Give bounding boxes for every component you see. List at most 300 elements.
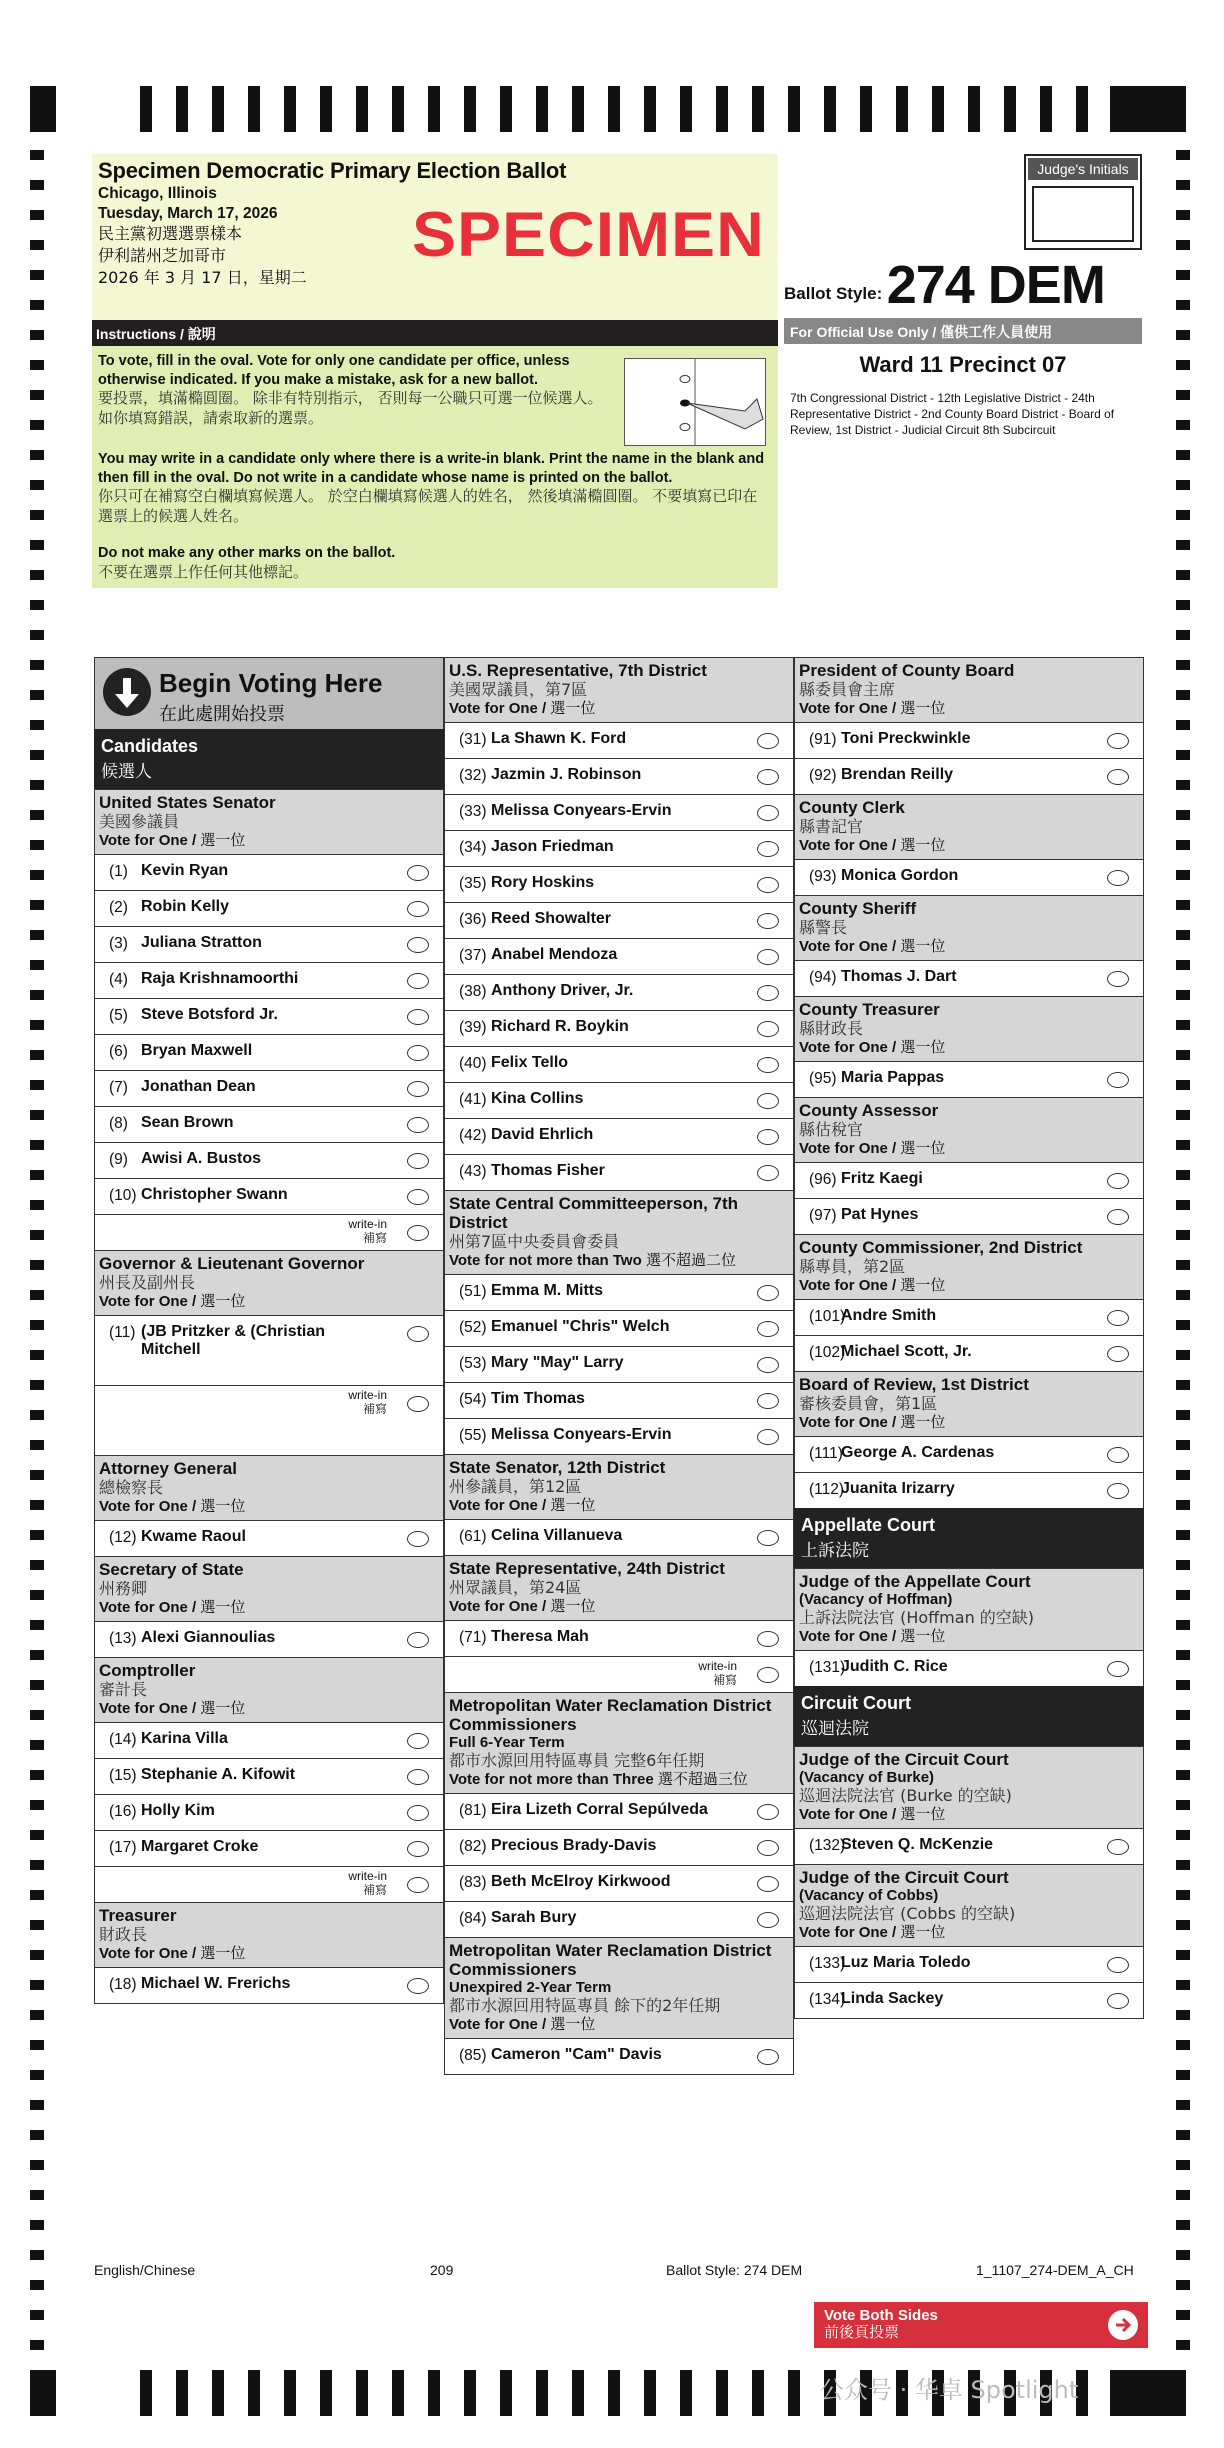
timing-mark: [1176, 2250, 1190, 2260]
vote-oval[interactable]: [407, 901, 429, 917]
candidate-row[interactable]: [94, 1070, 444, 1106]
vote-oval[interactable]: [757, 2049, 779, 2065]
candidate-row[interactable]: [444, 902, 794, 938]
write-in-oval[interactable]: [757, 1667, 779, 1683]
timing-mark: [788, 2370, 800, 2416]
candidate-number: (101): [809, 1308, 846, 1325]
candidate-row[interactable]: [794, 758, 1144, 794]
timing-mark: [1176, 960, 1190, 970]
candidate-row[interactable]: [794, 1299, 1144, 1335]
candidate-row[interactable]: [444, 938, 794, 974]
vote-oval[interactable]: [757, 1530, 779, 1546]
timing-mark: [1176, 1770, 1190, 1780]
candidate-name: Margaret Croke: [141, 1838, 259, 1855]
candidate-row[interactable]: [794, 1436, 1144, 1472]
contest-header: [94, 1455, 444, 1520]
vote-instruction-zh: 選一位: [900, 1276, 946, 1294]
write-in-label: [348, 1217, 387, 1245]
vote-oval[interactable]: [757, 1129, 779, 1145]
timing-mark: [30, 1080, 44, 1090]
contest-header: [794, 794, 1144, 859]
timing-mark: [1176, 720, 1190, 730]
candidate-row[interactable]: [444, 1418, 794, 1454]
candidate-name: Alexi Giannoulias: [141, 1629, 276, 1646]
vote-oval[interactable]: [1107, 1209, 1129, 1225]
contest-header: [444, 1692, 794, 1793]
vote-oval[interactable]: [1107, 1173, 1129, 1189]
contest-title-zh: 州第7區中央委員會委員: [449, 1232, 620, 1251]
candidate-row[interactable]: [94, 1967, 444, 2003]
vote-oval[interactable]: [757, 1912, 779, 1928]
candidate-name: Thomas Fisher: [491, 1162, 605, 1179]
timing-mark: [248, 2370, 260, 2416]
vote-instruction: [799, 1276, 1139, 1295]
candidate-name: Linda Sackey: [841, 1990, 944, 2007]
timing-mark: [500, 86, 512, 132]
candidate-row[interactable]: [444, 722, 794, 758]
candidate-row[interactable]: [94, 890, 444, 926]
candidate-row[interactable]: [94, 998, 444, 1034]
candidate-row[interactable]: [444, 1382, 794, 1418]
candidate-row[interactable]: [794, 859, 1144, 895]
vote-oval[interactable]: [407, 1326, 429, 1342]
candidate-name: Andre Smith: [841, 1307, 937, 1324]
candidate-row[interactable]: [94, 1621, 444, 1657]
vote-instruction-en: Vote for One /: [449, 2016, 547, 2033]
write-in-row[interactable]: [94, 1866, 444, 1902]
candidate-number: (54): [459, 1391, 487, 1408]
timing-mark: [1176, 510, 1190, 520]
vote-oval[interactable]: [1107, 1447, 1129, 1463]
contest-header: [94, 1902, 444, 1967]
timing-mark: [716, 86, 728, 132]
timing-mark: [608, 86, 620, 132]
vote-oval[interactable]: [1107, 1483, 1129, 1499]
candidate-name: Brendan Reilly: [841, 766, 954, 783]
vote-oval[interactable]: [1107, 870, 1129, 886]
vote-oval[interactable]: [757, 841, 779, 857]
vote-oval[interactable]: [407, 1769, 429, 1785]
candidate-row[interactable]: [794, 1828, 1144, 1864]
vote-oval[interactable]: [407, 1805, 429, 1821]
candidate-number: (95): [809, 1070, 837, 1087]
timing-mark: [30, 1530, 44, 1540]
timing-mark: [1176, 1050, 1190, 1060]
vote-instruction-en: Vote for One /: [99, 1599, 197, 1616]
vote-oval[interactable]: [407, 865, 429, 881]
timing-mark: [1176, 1110, 1190, 1120]
court-header: [794, 1686, 1144, 1746]
vote-instruction: [449, 1770, 789, 1789]
candidate-row[interactable]: [794, 1198, 1144, 1234]
vote-oval[interactable]: [407, 937, 429, 953]
timing-mark: [30, 2280, 44, 2290]
candidate-number: (1): [109, 863, 128, 880]
vote-oval[interactable]: [407, 1009, 429, 1025]
contest-header: [794, 1864, 1144, 1946]
vote-oval[interactable]: [1107, 1661, 1129, 1677]
vote-oval[interactable]: [407, 973, 429, 989]
candidate-row[interactable]: [94, 962, 444, 998]
timing-mark: [1176, 240, 1190, 250]
vote-oval[interactable]: [407, 1045, 429, 1061]
candidate-name: Michael Scott, Jr.: [841, 1343, 972, 1360]
timing-mark: [1176, 2130, 1190, 2140]
vote-oval[interactable]: [757, 805, 779, 821]
candidate-number: (35): [459, 875, 487, 892]
candidate-row[interactable]: [794, 1982, 1144, 2018]
candidate-number: (13): [109, 1630, 137, 1647]
candidate-name: Melissa Conyears-Ervin: [491, 1426, 672, 1443]
candidate-name: Precious Brady-Davis: [491, 1837, 657, 1854]
instruction-3: Do not make any other marks on the ballot. 不要在選票上作任何其他標記。: [98, 545, 396, 581]
timing-mark: [212, 2370, 224, 2416]
timing-mark: [1176, 600, 1190, 610]
candidate-row[interactable]: [794, 1946, 1144, 1982]
candidate-row[interactable]: [94, 1722, 444, 1758]
candidate-row[interactable]: [94, 854, 444, 890]
candidate-row[interactable]: [444, 1310, 794, 1346]
contest-title: Judge of the Circuit Court: [799, 1750, 1009, 1769]
candidate-name: La Shawn K. Ford: [491, 730, 627, 747]
timing-mark: [428, 86, 440, 132]
write-in-label-en: write-in: [348, 1217, 387, 1231]
vote-instruction: [799, 1038, 1139, 1057]
candidate-number: (7): [109, 1079, 128, 1096]
candidate-number: (96): [809, 1171, 837, 1188]
candidate-row[interactable]: [94, 926, 444, 962]
contest-subtitle: Full 6-Year Term: [449, 1734, 565, 1751]
timing-mark: [644, 86, 656, 132]
court-header: [794, 1508, 1144, 1568]
timing-mark: [1176, 930, 1190, 940]
vote-oval[interactable]: [757, 1804, 779, 1820]
vote-oval[interactable]: [1107, 1957, 1129, 1973]
candidate-row[interactable]: [94, 1034, 444, 1070]
vote-instruction-en: Vote for One /: [799, 837, 897, 854]
down-arrow-icon: [103, 668, 151, 716]
timing-mark: [1040, 86, 1052, 132]
timing-mark: [30, 480, 44, 490]
vote-instruction-en: Vote for One /: [799, 1628, 897, 1645]
vote-oval[interactable]: [757, 1093, 779, 1109]
vote-oval[interactable]: [1107, 1072, 1129, 1088]
candidate-row[interactable]: [94, 1315, 444, 1385]
contest-title: County Assessor: [799, 1101, 939, 1120]
vote-instruction: [99, 1944, 439, 1963]
candidate-row[interactable]: [444, 1010, 794, 1046]
timing-mark: [30, 1200, 44, 1210]
timing-mark: [1176, 900, 1190, 910]
candidate-row[interactable]: [94, 1142, 444, 1178]
contest-header: [444, 657, 794, 722]
vote-instruction-zh: 選一位: [900, 1923, 946, 1941]
vote-oval[interactable]: [407, 1117, 429, 1133]
timing-mark: [392, 2370, 404, 2416]
candidate-name: Melissa Conyears-Ervin: [491, 802, 672, 819]
candidate-name: Reed Showalter: [491, 910, 612, 927]
candidate-row[interactable]: [794, 1335, 1144, 1371]
timing-mark: [1176, 1620, 1190, 1630]
candidate-number: (85): [459, 2047, 487, 2064]
contest-title-zh: 美國參議員: [99, 812, 180, 831]
timing-mark: [1176, 1080, 1190, 1090]
vote-instruction-en: Vote for One /: [99, 1700, 197, 1717]
write-in-row[interactable]: [94, 1214, 444, 1250]
vote-oval[interactable]: [757, 1165, 779, 1181]
vote-oval[interactable]: [757, 1057, 779, 1073]
timing-mark: [824, 86, 836, 132]
timing-mark: [30, 1410, 44, 1420]
vote-oval[interactable]: [757, 877, 779, 893]
turn-over-arrow-icon: [1108, 2310, 1138, 2340]
column-end: [444, 2074, 794, 2075]
vote-oval[interactable]: [1107, 1310, 1129, 1326]
candidate-row[interactable]: [794, 722, 1144, 758]
candidate-name: Luz Maria Toledo: [841, 1954, 971, 1971]
timing-mark: [1176, 750, 1190, 760]
vote-oval[interactable]: [407, 1978, 429, 1994]
column-end: [794, 2018, 1144, 2019]
candidate-row[interactable]: [444, 794, 794, 830]
timing-mark: [30, 1380, 44, 1390]
page-number: 1 / 1: [1142, 2402, 1174, 2419]
vote-oval[interactable]: [407, 1153, 429, 1169]
footer-page-code: 209: [430, 2262, 454, 2278]
candidate-row[interactable]: [444, 830, 794, 866]
candidate-row[interactable]: [794, 1061, 1144, 1097]
candidate-row[interactable]: [94, 1758, 444, 1794]
write-in-oval[interactable]: [407, 1877, 429, 1893]
candidate-name: Holly Kim: [141, 1802, 215, 1819]
candidate-number: (55): [459, 1427, 487, 1444]
candidate-row[interactable]: [94, 1178, 444, 1214]
candidate-row[interactable]: [94, 1830, 444, 1866]
contest-title-zh: 美國眾議員，第7區: [449, 680, 588, 699]
candidate-row[interactable]: [444, 2038, 794, 2074]
timing-mark: [30, 510, 44, 520]
vote-oval[interactable]: [757, 1357, 779, 1373]
candidate-row[interactable]: [444, 1046, 794, 1082]
judges-initials-box[interactable]: [1024, 154, 1142, 250]
candidate-name: (JB Pritzker & (Christian Mitchell: [141, 1323, 326, 1358]
vote-both-sides-banner: [814, 2302, 1148, 2348]
candidate-row[interactable]: [444, 1793, 794, 1829]
judges-initials-field[interactable]: [1032, 186, 1134, 242]
candidate-row[interactable]: [444, 1829, 794, 1865]
candidate-number: (134): [809, 1991, 846, 2008]
candidate-number: (102): [809, 1344, 846, 1361]
candidate-row[interactable]: [444, 758, 794, 794]
vote-oval[interactable]: [757, 913, 779, 929]
write-in-row[interactable]: [94, 1385, 444, 1455]
candidate-row[interactable]: [794, 1162, 1144, 1198]
vote-oval[interactable]: [757, 1876, 779, 1892]
candidate-row[interactable]: [444, 1274, 794, 1310]
timing-mark: [30, 420, 44, 430]
candidate-number: (5): [109, 1007, 128, 1024]
candidate-row[interactable]: [444, 1118, 794, 1154]
candidate-row[interactable]: [794, 1472, 1144, 1508]
ballot-style-label: Ballot Style:: [784, 284, 883, 303]
timing-mark: [1176, 870, 1190, 880]
timing-mark: [1176, 1650, 1190, 1660]
write-in-label-zh: 補寫: [362, 1402, 387, 1416]
candidate-name: Stephanie A. Kifowit: [141, 1766, 296, 1783]
timing-mark: [1176, 1800, 1190, 1810]
contest-header: [94, 789, 444, 854]
write-in-label: [348, 1869, 387, 1897]
vote-instruction-zh: 選不超過三位: [657, 1770, 748, 1788]
candidate-row[interactable]: [94, 1794, 444, 1830]
vote-instruction-zh: 選一位: [900, 1413, 946, 1431]
timing-mark: [30, 780, 44, 790]
timing-mark: [1176, 1230, 1190, 1240]
write-in-oval[interactable]: [407, 1225, 429, 1241]
vote-instruction: [99, 1497, 439, 1516]
timing-mark: [30, 1140, 44, 1150]
candidate-row[interactable]: [94, 1520, 444, 1556]
vote-oval[interactable]: [407, 1632, 429, 1648]
contest-title-zh: 都市水源回用特區專員 完整6年任期: [449, 1751, 705, 1770]
contest-title: Secretary of State: [99, 1560, 244, 1579]
candidate-row[interactable]: [444, 866, 794, 902]
write-in-label-en: write-in: [348, 1869, 387, 1883]
vote-oval[interactable]: [757, 1393, 779, 1409]
candidate-name: Steven Q. McKenzie: [841, 1836, 994, 1853]
timing-mark: [1176, 1170, 1190, 1180]
timing-mark: [1176, 1410, 1190, 1420]
candidate-number: (38): [459, 983, 487, 1000]
write-in-oval[interactable]: [407, 1396, 429, 1412]
court-title: Appellate Court: [801, 1515, 936, 1535]
vote-oval[interactable]: [407, 1531, 429, 1547]
timing-mark: [30, 900, 44, 910]
write-in-row[interactable]: [444, 1656, 794, 1692]
timing-mark: [30, 1770, 44, 1780]
column-end: [94, 2003, 444, 2004]
candidate-row[interactable]: [444, 1346, 794, 1382]
contest-title: Treasurer: [99, 1906, 177, 1925]
candidate-name: Jason Friedman: [491, 838, 614, 855]
candidate-name: Raja Krishnamoorthi: [141, 970, 299, 987]
timing-mark: [1176, 840, 1190, 850]
candidate-row[interactable]: [794, 960, 1144, 996]
candidate-number: (91): [809, 731, 837, 748]
vote-oval[interactable]: [1107, 1993, 1129, 2009]
vote-oval[interactable]: [757, 1840, 779, 1856]
vote-oval[interactable]: [757, 1429, 779, 1445]
candidate-number: (83): [459, 1874, 487, 1891]
timing-mark: [30, 1230, 44, 1240]
timing-mark: [30, 990, 44, 1000]
vote-oval[interactable]: [1107, 1839, 1129, 1855]
contest-title-zh: 州眾議員，第24區: [449, 1578, 582, 1597]
vote-oval[interactable]: [757, 949, 779, 965]
candidate-number: (36): [459, 911, 487, 928]
timing-mark: [572, 2370, 584, 2416]
vote-oval[interactable]: [757, 985, 779, 1001]
timing-mark: [464, 2370, 476, 2416]
vote-oval[interactable]: [757, 769, 779, 785]
vote-oval[interactable]: [757, 1285, 779, 1301]
candidate-row[interactable]: [794, 1650, 1144, 1686]
vote-oval[interactable]: [757, 1631, 779, 1647]
timing-mark: [1176, 540, 1190, 550]
candidate-number: (52): [459, 1319, 487, 1336]
candidate-name: Felix Tello: [491, 1054, 569, 1071]
official-use-bar: For Official Use Only / 僅供工作人員使用: [784, 318, 1142, 344]
vote-oval[interactable]: [1107, 971, 1129, 987]
candidate-row[interactable]: [444, 1901, 794, 1937]
contest-header: [94, 1657, 444, 1722]
vote-oval[interactable]: [407, 1189, 429, 1205]
timing-mark: [30, 1710, 44, 1720]
vote-instruction: [799, 1923, 1139, 1942]
vote-oval[interactable]: [757, 1321, 779, 1337]
timing-mark: [752, 86, 764, 132]
ballot-city-zh: 伊利諾州芝加哥市: [98, 246, 227, 265]
timing-mark: [1176, 1200, 1190, 1210]
candidate-row[interactable]: [444, 974, 794, 1010]
vote-instruction: [799, 836, 1139, 855]
timing-mark: [30, 150, 44, 160]
timing-mark: [30, 960, 44, 970]
candidate-row[interactable]: [444, 1154, 794, 1190]
contest-header: [444, 1555, 794, 1620]
contest-title-zh: 巡迴法院法官 (Burke 的空缺): [799, 1786, 1012, 1805]
candidate-row[interactable]: [444, 1519, 794, 1555]
vote-oval[interactable]: [407, 1733, 429, 1749]
timing-mark: [716, 2370, 728, 2416]
vote-instruction-zh: 選一位: [900, 699, 946, 717]
candidate-row[interactable]: [444, 1620, 794, 1656]
timing-mark: [30, 660, 44, 670]
candidate-number: (16): [109, 1803, 137, 1820]
vote-instruction: [449, 2015, 789, 2034]
candidate-row[interactable]: [444, 1865, 794, 1901]
candidate-name: Kevin Ryan: [141, 862, 229, 879]
candidate-number: (81): [459, 1802, 487, 1819]
candidate-number: (39): [459, 1019, 487, 1036]
vote-oval[interactable]: [757, 733, 779, 749]
contest-title: Metropolitan Water Reclamation District Commissioners: [449, 1696, 772, 1734]
timing-mark: [1176, 810, 1190, 820]
vote-oval[interactable]: [1107, 733, 1129, 749]
candidate-number: (131): [809, 1659, 846, 1676]
candidate-number: (31): [459, 731, 487, 748]
timing-mark: [1176, 300, 1190, 310]
contest-title: President of County Board: [799, 661, 1015, 680]
vote-instruction-zh: 選一位: [900, 1805, 946, 1823]
candidate-row[interactable]: [444, 1082, 794, 1118]
candidate-row[interactable]: [94, 1106, 444, 1142]
candidate-number: (112): [809, 1481, 845, 1498]
candidate-name: Bryan Maxwell: [141, 1042, 253, 1059]
vote-oval[interactable]: [1107, 769, 1129, 785]
timing-mark: [536, 86, 548, 132]
contest-title: County Commissioner, 2nd District: [799, 1238, 1083, 1257]
vote-oval[interactable]: [407, 1841, 429, 1857]
timing-mark: [284, 86, 296, 132]
vote-oval[interactable]: [757, 1021, 779, 1037]
vote-oval[interactable]: [1107, 1346, 1129, 1362]
vote-oval[interactable]: [407, 1081, 429, 1097]
contest-title: State Senator, 12th District: [449, 1458, 666, 1477]
candidate-name: Celina Villanueva: [491, 1527, 623, 1544]
timing-mark: [1176, 1440, 1190, 1450]
instruction-2: You may write in a candidate only where there is a write-in blank. Print the name in the blank and then fill in the oval. Do not write in a candidate whose name is printed on the ballot. 你只可在補寫空白欄填寫候選人。 於空白欄填寫候選人的姓名， 然後填滿橢圓圈。 不要填寫已印在選票上的候選人姓名。: [98, 451, 765, 525]
